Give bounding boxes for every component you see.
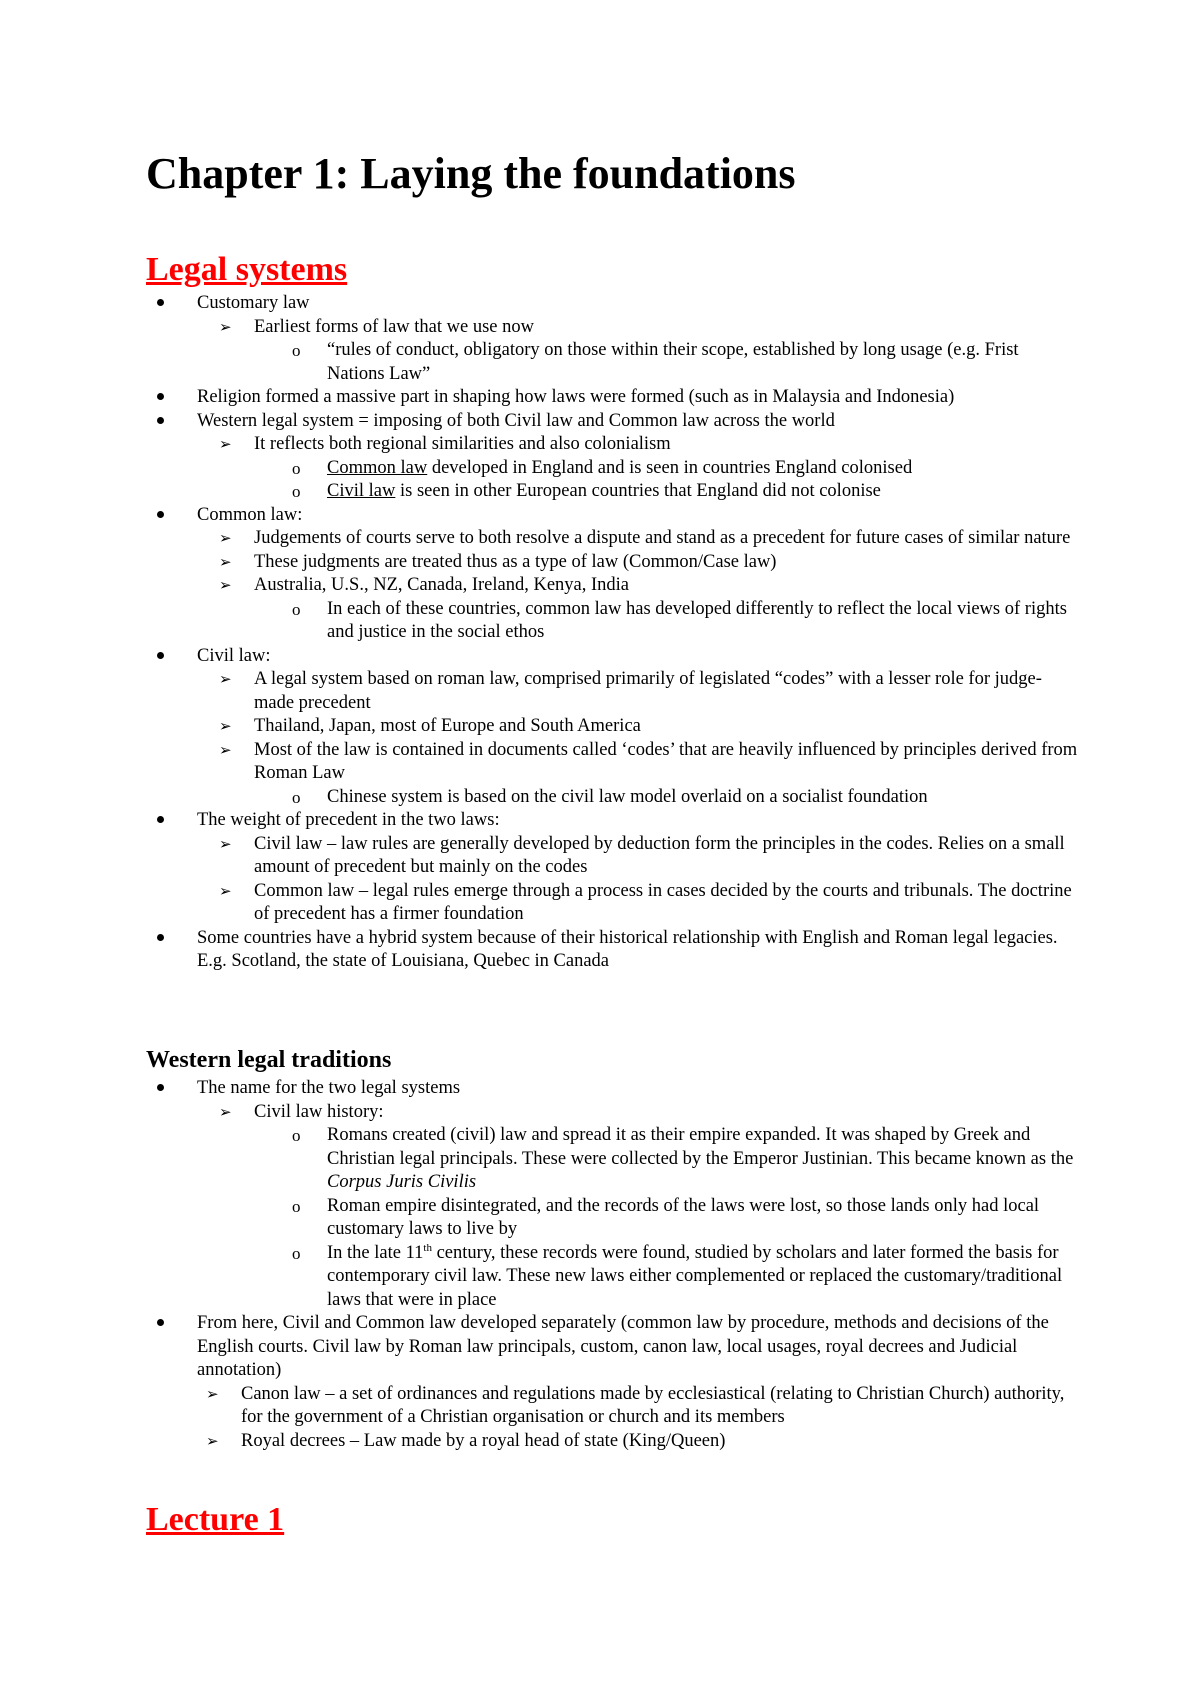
bullet-dot-icon — [157, 386, 167, 410]
bullet-dot-icon — [157, 292, 167, 316]
list-item: ➢ Civil law – law rules are generally developed by deduction form the principles in the codes. Relies on a small amount of precedent but mainly on the codes — [219, 833, 1065, 877]
list-item: Western legal system = imposing of both Civil law and Common law across the world — [0, 410, 1200, 434]
arrow-bullet-icon: ➢ — [206, 1384, 219, 1403]
circle-bullet-icon: o — [292, 599, 301, 619]
list-item: ➢ Judgements of courts serve to both resolve a dispute and stand as a precedent for future cases of similar nature — [0, 527, 1200, 551]
list-item: ➢ Common law – legal rules emerge through a process in cases decided by the courts and tribunals. The doctrine of precedent has a firmer foundation — [219, 880, 1072, 924]
list-item: o Chinese system is based on the civil law model overlaid on a socialist foundation — [0, 786, 1200, 810]
list-item: ➢ A legal system based on roman law, comprised primarily of legislated “codes” with a lesser role for judge-made precedent — [219, 669, 1042, 713]
list-item: Some countries have a hybrid system because of their historical relationship with English and Roman legal legacies. E.g. Scotland, the state of Louisiana, Quebec in Canada — [0, 927, 1200, 974]
arrow-bullet-icon: ➢ — [219, 317, 232, 336]
bullet-dot-icon — [157, 504, 167, 528]
circle-bullet-icon: o — [292, 787, 301, 807]
section-heading-western-legal-traditions: Western legal traditions — [146, 1047, 392, 1073]
legal-systems-list — [0, 292, 1200, 974]
arrow-bullet-icon: ➢ — [219, 834, 232, 853]
section-heading-lecture-1: Lecture 1 — [146, 1501, 285, 1538]
underlined-term: Civil law — [327, 481, 396, 501]
italic-term: Corpus Juris Civilis — [327, 1172, 477, 1192]
arrow-bullet-icon: ➢ — [219, 435, 232, 453]
bullet-dot-icon — [157, 1077, 167, 1101]
arrow-bullet-icon: ➢ — [219, 529, 232, 547]
list-item: ➢ Australia, U.S., NZ, Canada, Ireland, Kenya, India — [0, 574, 1200, 598]
list-item: ➢ Canon law – a set of ordinances and regulations made by ecclesiastical (relating to Christian Church) authority, for the government of a Christian organisation or church and its members — [206, 1383, 1065, 1427]
arrow-bullet-icon: ➢ — [219, 576, 232, 594]
list-item: Civil law: — [0, 645, 1200, 669]
list-item: ➢ These judgments are treated thus as a type of law (Common/Case law) — [0, 551, 1200, 575]
list-item: The weight of precedent in the two laws: — [0, 809, 1200, 833]
circle-bullet-icon: o — [292, 341, 301, 360]
list-item: The name for the two legal systems — [0, 1077, 1200, 1101]
list-item: o In each of these countries, common law has developed differently to reflect the local views of rights and justice in the social ethos — [292, 598, 1067, 642]
list-item: ➢ Civil law history: — [0, 1101, 1200, 1125]
bullet-dot-icon — [157, 809, 167, 833]
western-traditions-list — [0, 1077, 1200, 1453]
list-item: o Romans created (civil) law and spread it as their empire expanded. It was shaped by Greek and Christian legal principals. These were collected by the Emperor Justinian. This became known as the Corpus Juris Civilis — [292, 1125, 1074, 1192]
arrow-bullet-icon: ➢ — [219, 717, 232, 735]
circle-bullet-icon: o — [292, 1126, 301, 1145]
list-item: From here, Civil and Common law developed separately (common law by procedure, methods and decisions of the English courts. Civil law by Roman law principals, custom, canon law, local usages, royal decrees and Judicial annotation) — [0, 1312, 1200, 1383]
circle-bullet-icon: o — [292, 458, 301, 478]
list-item: ➢ Thailand, Japan, most of Europe and South America — [0, 715, 1200, 739]
bullet-dot-icon — [157, 645, 167, 669]
list-item: Common law: — [0, 504, 1200, 528]
arrow-bullet-icon: ➢ — [219, 1102, 232, 1121]
list-item: ➢ Royal decrees – Law made by a royal head of state (King/Queen) — [0, 1430, 1200, 1454]
list-item: o Common law developed in England and is seen in countries England colonised — [0, 457, 1200, 481]
bullet-dot-icon — [157, 1312, 167, 1336]
list-item: o “rules of conduct, obligatory on those within their scope, established by long usage (e.g. Frist Nations Law” — [292, 340, 1019, 384]
page-title: Chapter 1: Laying the foundations — [146, 149, 796, 198]
arrow-bullet-icon: ➢ — [206, 1431, 219, 1450]
circle-bullet-icon: o — [292, 482, 301, 501]
list-item: ➢ It reflects both regional similarities and also colonialism — [0, 433, 1200, 457]
list-item: Customary law — [0, 292, 1200, 316]
arrow-bullet-icon: ➢ — [219, 670, 232, 688]
arrow-bullet-icon: ➢ — [219, 740, 232, 759]
arrow-bullet-icon: ➢ — [219, 881, 232, 900]
underlined-term: Common law — [327, 457, 428, 478]
list-item: Religion formed a massive part in shaping how laws were formed (such as in Malaysia and Indonesia) — [0, 386, 1200, 410]
bullet-dot-icon — [157, 410, 167, 434]
bullet-dot-icon — [157, 927, 167, 951]
list-item: o Civil law is seen in other European countries that England did not colonise — [0, 480, 1200, 504]
list-item: ➢ Most of the law is contained in documents called ‘codes’ that are heavily influenced by principles derived from Roman Law — [219, 739, 1078, 783]
arrow-bullet-icon: ➢ — [219, 552, 232, 571]
list-item: ➢ Earliest forms of law that we use now — [0, 316, 1200, 340]
circle-bullet-icon: o — [292, 1196, 301, 1216]
list-item: o Roman empire disintegrated, and the records of the laws were lost, so those lands only had local customary laws to live by — [292, 1195, 1040, 1239]
list-item: o In the late 11th century, these records were found, studied by scholars and later formed the basis for contemporary civil law. These new laws either complemented or replaced the customary/traditional laws that were in place — [292, 1241, 1063, 1310]
circle-bullet-icon: o — [292, 1243, 301, 1263]
section-heading-legal-systems: Legal systems — [146, 251, 348, 288]
